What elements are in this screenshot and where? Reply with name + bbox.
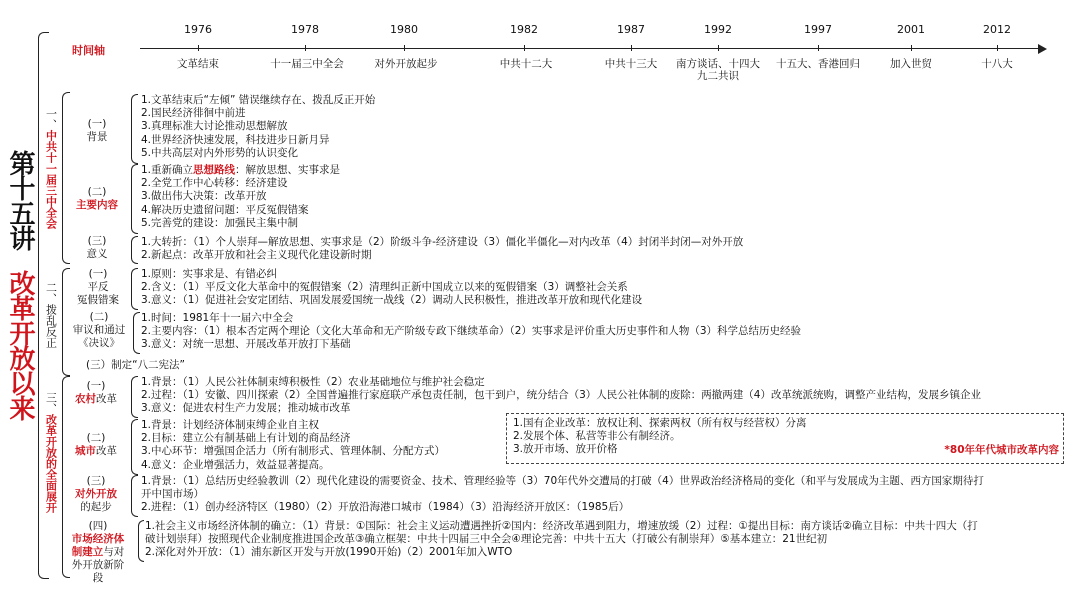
- timeline-tick: [718, 45, 719, 51]
- section2-sub2-label: [66, 311, 132, 350]
- sub-title-highlight: 对外开放: [75, 488, 117, 500]
- section3-sub3-brace: [131, 475, 138, 517]
- sub-title-text: 外开放新阶: [71, 559, 125, 571]
- sub-title-highlight: 城市: [75, 445, 96, 457]
- content-line: 1.时间：1981年十一届六中全会: [141, 312, 294, 324]
- section1-sub1-brace: [131, 94, 138, 164]
- section1-number: 一、: [44, 108, 58, 130]
- sub-title: 冤假错案: [77, 294, 119, 306]
- lecture-topic-text: 改革开放以来: [5, 270, 35, 420]
- section2-sub1-label: [70, 268, 126, 307]
- section2-sub2-brace: [133, 312, 140, 354]
- sub-title-text: 段: [92, 572, 104, 584]
- timeline-year: 1976: [184, 23, 212, 36]
- content-line: 4.解决历史遗留问题：平反冤假错案: [141, 203, 309, 216]
- sub-number: (三): [86, 475, 106, 487]
- sub-title: 平反: [87, 281, 109, 293]
- content-line: 2.全党工作中心转移：经济建设: [141, 177, 288, 190]
- timeline-tick: [198, 45, 199, 51]
- timeline-year: 1982: [510, 23, 538, 36]
- timeline-year: 1987: [617, 23, 645, 36]
- section3-title: 改革开放的全面展开: [44, 414, 58, 513]
- content-line: 2.主要内容：（1）根本否定两个理论（文化大革命和无产阶级专政下继续革命）（2）实事求是评价重大历史事件和人物（3）科学总结历史经验: [141, 325, 802, 338]
- timeline-tick: [404, 45, 405, 51]
- content-line: 3.意义：促进农村生产力发展；推动城市改革: [141, 402, 351, 415]
- section1-heading: [44, 108, 58, 229]
- content-text: 1.重新确立: [141, 164, 194, 176]
- sub-title-text: 与对: [103, 546, 125, 558]
- sub-number: (一): [88, 268, 108, 280]
- timeline-tick: [631, 45, 632, 51]
- content-line: 1.大转折：（1）个人崇拜—解放思想、实事求是（2）阶级斗争-经济建设（3）僵化半僵化—对内改革（4）封闭半封闭—对外开放: [141, 236, 744, 248]
- content-line: 5.完善党的建设：加强民主集中制: [141, 216, 299, 229]
- section2-sub3: (三）制定“八二宪法”: [86, 359, 185, 371]
- sub-number: (二): [87, 186, 107, 198]
- section3-sub2-label: [68, 432, 124, 458]
- content-line: 2.过程：（1）安徽、四川探索（2）全国普遍推行家庭联产承包责任制，包干到户，统分结合（3）人民公社体制的废除：两撤两建（4）改革统派统购，调整产业结构，发展乡镇企业: [141, 389, 981, 402]
- content-line: 1.社会主义市场经济体制的确立：（1）背景：①国际：社会主义运动遭遇挫折②国内：经济改革遇到阻力，增速放缓（2）过程：①提出目标：南方谈话②确立目标：中共十四大（打: [145, 520, 978, 532]
- timeline-label: 时间轴: [72, 44, 105, 57]
- content-line: [141, 164, 340, 177]
- content-line: 3.做出伟大决策：改革开放: [141, 190, 267, 203]
- sub-title: [68, 393, 124, 406]
- lecture-number-title: [0, 150, 40, 250]
- city-reform-note: *80年年代城市改革内容: [944, 444, 1059, 456]
- section3-sub3-label: [66, 475, 126, 514]
- timeline-event: 十五大、香港回归: [776, 58, 860, 70]
- content-line: 开中国市场）: [141, 488, 204, 501]
- content-line: 2.含义：（1）平反文化大革命中的冤假错案（2）清理纠正新中国成立以来的冤假错案（3）调整社会关系: [141, 281, 628, 294]
- section3-sub2-content: [141, 419, 445, 472]
- sub-title-highlight: 制建立: [71, 546, 104, 558]
- timeline-tick: [818, 45, 819, 51]
- content-line: 4.世界经济快速发展，科技进步日新月异: [141, 133, 330, 146]
- sub-title: 背景: [86, 131, 108, 143]
- content-line: 1.原则：实事求是、有错必纠: [141, 268, 278, 280]
- lecture-number-text: 第十五讲: [5, 150, 35, 250]
- timeline-event: 中共十三大: [604, 58, 658, 70]
- timeline-event-line: 南方谈话、十四大: [676, 58, 760, 70]
- timeline-year: 1980: [390, 23, 418, 36]
- section1-sub1-label: [72, 118, 122, 144]
- section1-sub3-content: [141, 236, 743, 262]
- timeline-tick: [997, 45, 998, 51]
- timeline-tick: [305, 45, 306, 51]
- city-reform-box: [506, 413, 1064, 464]
- timeline-event: 十八大: [981, 58, 1013, 70]
- content-line: 2.深化对外开放：（1）浦东新区开发与开放(1990开始)（2）2001年加入WTO: [145, 546, 513, 559]
- sub-title: 审议和通过: [72, 324, 126, 336]
- timeline-axis: [140, 48, 1040, 49]
- content-line: 1.背景：计划经济体制束缚企业自主权: [141, 419, 320, 431]
- content-line: 1.文革结束后“左倾” 错误继续存在、拨乱反正开始: [141, 94, 376, 106]
- sub-number: (二): [86, 432, 106, 444]
- content-text: ：解放思想、实事求是: [235, 164, 341, 176]
- timeline-year: 1997: [804, 23, 832, 36]
- section2-title: 拨乱反正: [44, 304, 58, 348]
- sub-title: [62, 546, 134, 559]
- section2-sub1-brace: [131, 268, 138, 310]
- section1-sub3-label: [72, 235, 122, 261]
- section1-sub3-brace: [131, 236, 138, 264]
- section3-sub3-content: [141, 475, 984, 515]
- content-line: 5.中共高层对内外形势的认识变化: [141, 146, 299, 159]
- timeline-tick: [911, 45, 912, 51]
- sub-number: (三): [87, 235, 107, 247]
- sub-number: (四): [88, 520, 108, 532]
- sub-title: 《决议》: [78, 337, 120, 349]
- sub-title: 主要内容: [76, 199, 118, 211]
- content-line: 3.真理标准大讨论推动思想解放: [141, 120, 288, 133]
- section1-sub2-label: [72, 186, 122, 212]
- timeline-year: 2012: [983, 23, 1011, 36]
- sub-number: (一): [86, 380, 106, 392]
- section3-sub1-content: [141, 376, 981, 416]
- content-line: 4.意义：企业增强活力，效益显著提高。: [141, 458, 330, 471]
- sub-number: (二): [89, 311, 109, 323]
- section2-number: 二、: [44, 282, 58, 304]
- timeline-event-line: 九二共识: [697, 70, 739, 82]
- section2-sub1-content: [141, 268, 642, 308]
- timeline-tick: [524, 45, 525, 51]
- timeline-event: 十一届三中全会: [270, 58, 344, 70]
- content-line: 破计划崇拜）按照现代企业制度推进国企改革③确立框架：中共十四届三中全会④理论完善：中共十五大（打破公有制崇拜）⑤基本建立：21世纪初: [145, 533, 828, 546]
- sub-title-text: 的起步: [80, 501, 112, 513]
- timeline-event: [676, 58, 760, 82]
- section3-sub2-brace: [131, 419, 138, 475]
- content-line: 3.意义：对统一思想、开展改革开放打下基础: [141, 338, 351, 351]
- section3-sub4-brace: [138, 520, 144, 562]
- sub-title: [68, 445, 124, 458]
- content-line: 2.目标：建立公有制基础上有计划的商品经济: [141, 432, 351, 445]
- section1-brace: [62, 92, 70, 264]
- content-line: 3.意义：（1）促进社会安定团结、巩固发展爱国统一战线（2）调动人民积极性，推进改革开放和现代化建设: [141, 294, 643, 307]
- section1-title: 中共十一届三中全会: [44, 130, 58, 229]
- sub-title-text: 改革: [96, 445, 117, 457]
- section1-sub2-brace: [131, 164, 138, 234]
- content-line: 2.国民经济徘徊中前进: [141, 107, 246, 120]
- section3-number: 三、: [44, 392, 58, 414]
- lecture-topic-title: [0, 270, 40, 420]
- timeline-year: 2001: [897, 23, 925, 36]
- sub-number: (一): [87, 118, 107, 130]
- section3-sub4-content: [145, 520, 978, 560]
- timeline-event: 加入世贸: [890, 58, 932, 70]
- timeline-event: 对外开放起步: [374, 58, 438, 70]
- sub-title-highlight: 市场经济体: [71, 533, 125, 545]
- content-line: 1.国有企业改革：放权让利、探索两权（所有权与经营权）分离: [513, 417, 807, 429]
- section3-sub1-label: [68, 380, 124, 406]
- content-line: 2.新起点：改革开放和社会主义现代化建设新时期: [141, 249, 372, 262]
- section3-sub1-brace: [131, 376, 138, 418]
- timeline-year: 1978: [291, 23, 319, 36]
- content-line: 1.背景：（1）人民公社体制束缚积极性（2）农业基础地位与维护社会稳定: [141, 376, 485, 388]
- sub-title-highlight: 农村: [75, 393, 96, 405]
- sub-title: 意义: [86, 248, 108, 260]
- content-line: 1.背景：（1）总结历史经验教训（2）现代化建设的需要资金、技术、管理经验等（3）70年代外交遭局的打破（4）世界政治经济格局的变化（和平与发展成为主题、西方国家期待打: [141, 475, 984, 487]
- content-line: 3.中心环节：增强国企活力（所有制形式、管理体制、分配方式）: [141, 445, 446, 458]
- section3-sub4-label: [62, 520, 134, 585]
- timeline-year: 1992: [704, 23, 732, 36]
- section3-heading: [44, 392, 58, 513]
- timeline-event: 中共十二大: [499, 58, 553, 70]
- content-line: 3.放开市场、放开价格: [513, 443, 618, 456]
- section1-sub2-content: [141, 164, 340, 230]
- section2-sub2-content: [141, 312, 801, 352]
- sub-title-text: 改革: [96, 393, 117, 405]
- content-line: 2.发展个体、私营等非公有制经济。: [513, 430, 681, 443]
- content-line: 2.进程：（1）创办经济特区（1980）（2）开放沿海港口城市（1984）（3）沿海经济开放区：（1985后）: [141, 501, 630, 514]
- section2-heading: [44, 282, 58, 348]
- timeline-event: 文革结束: [177, 58, 219, 70]
- section1-sub1-content: [141, 94, 375, 160]
- timeline-arrow-icon: [1038, 44, 1047, 54]
- highlight-text: 思想路线: [193, 164, 236, 176]
- city-reform-box-content: [513, 417, 807, 457]
